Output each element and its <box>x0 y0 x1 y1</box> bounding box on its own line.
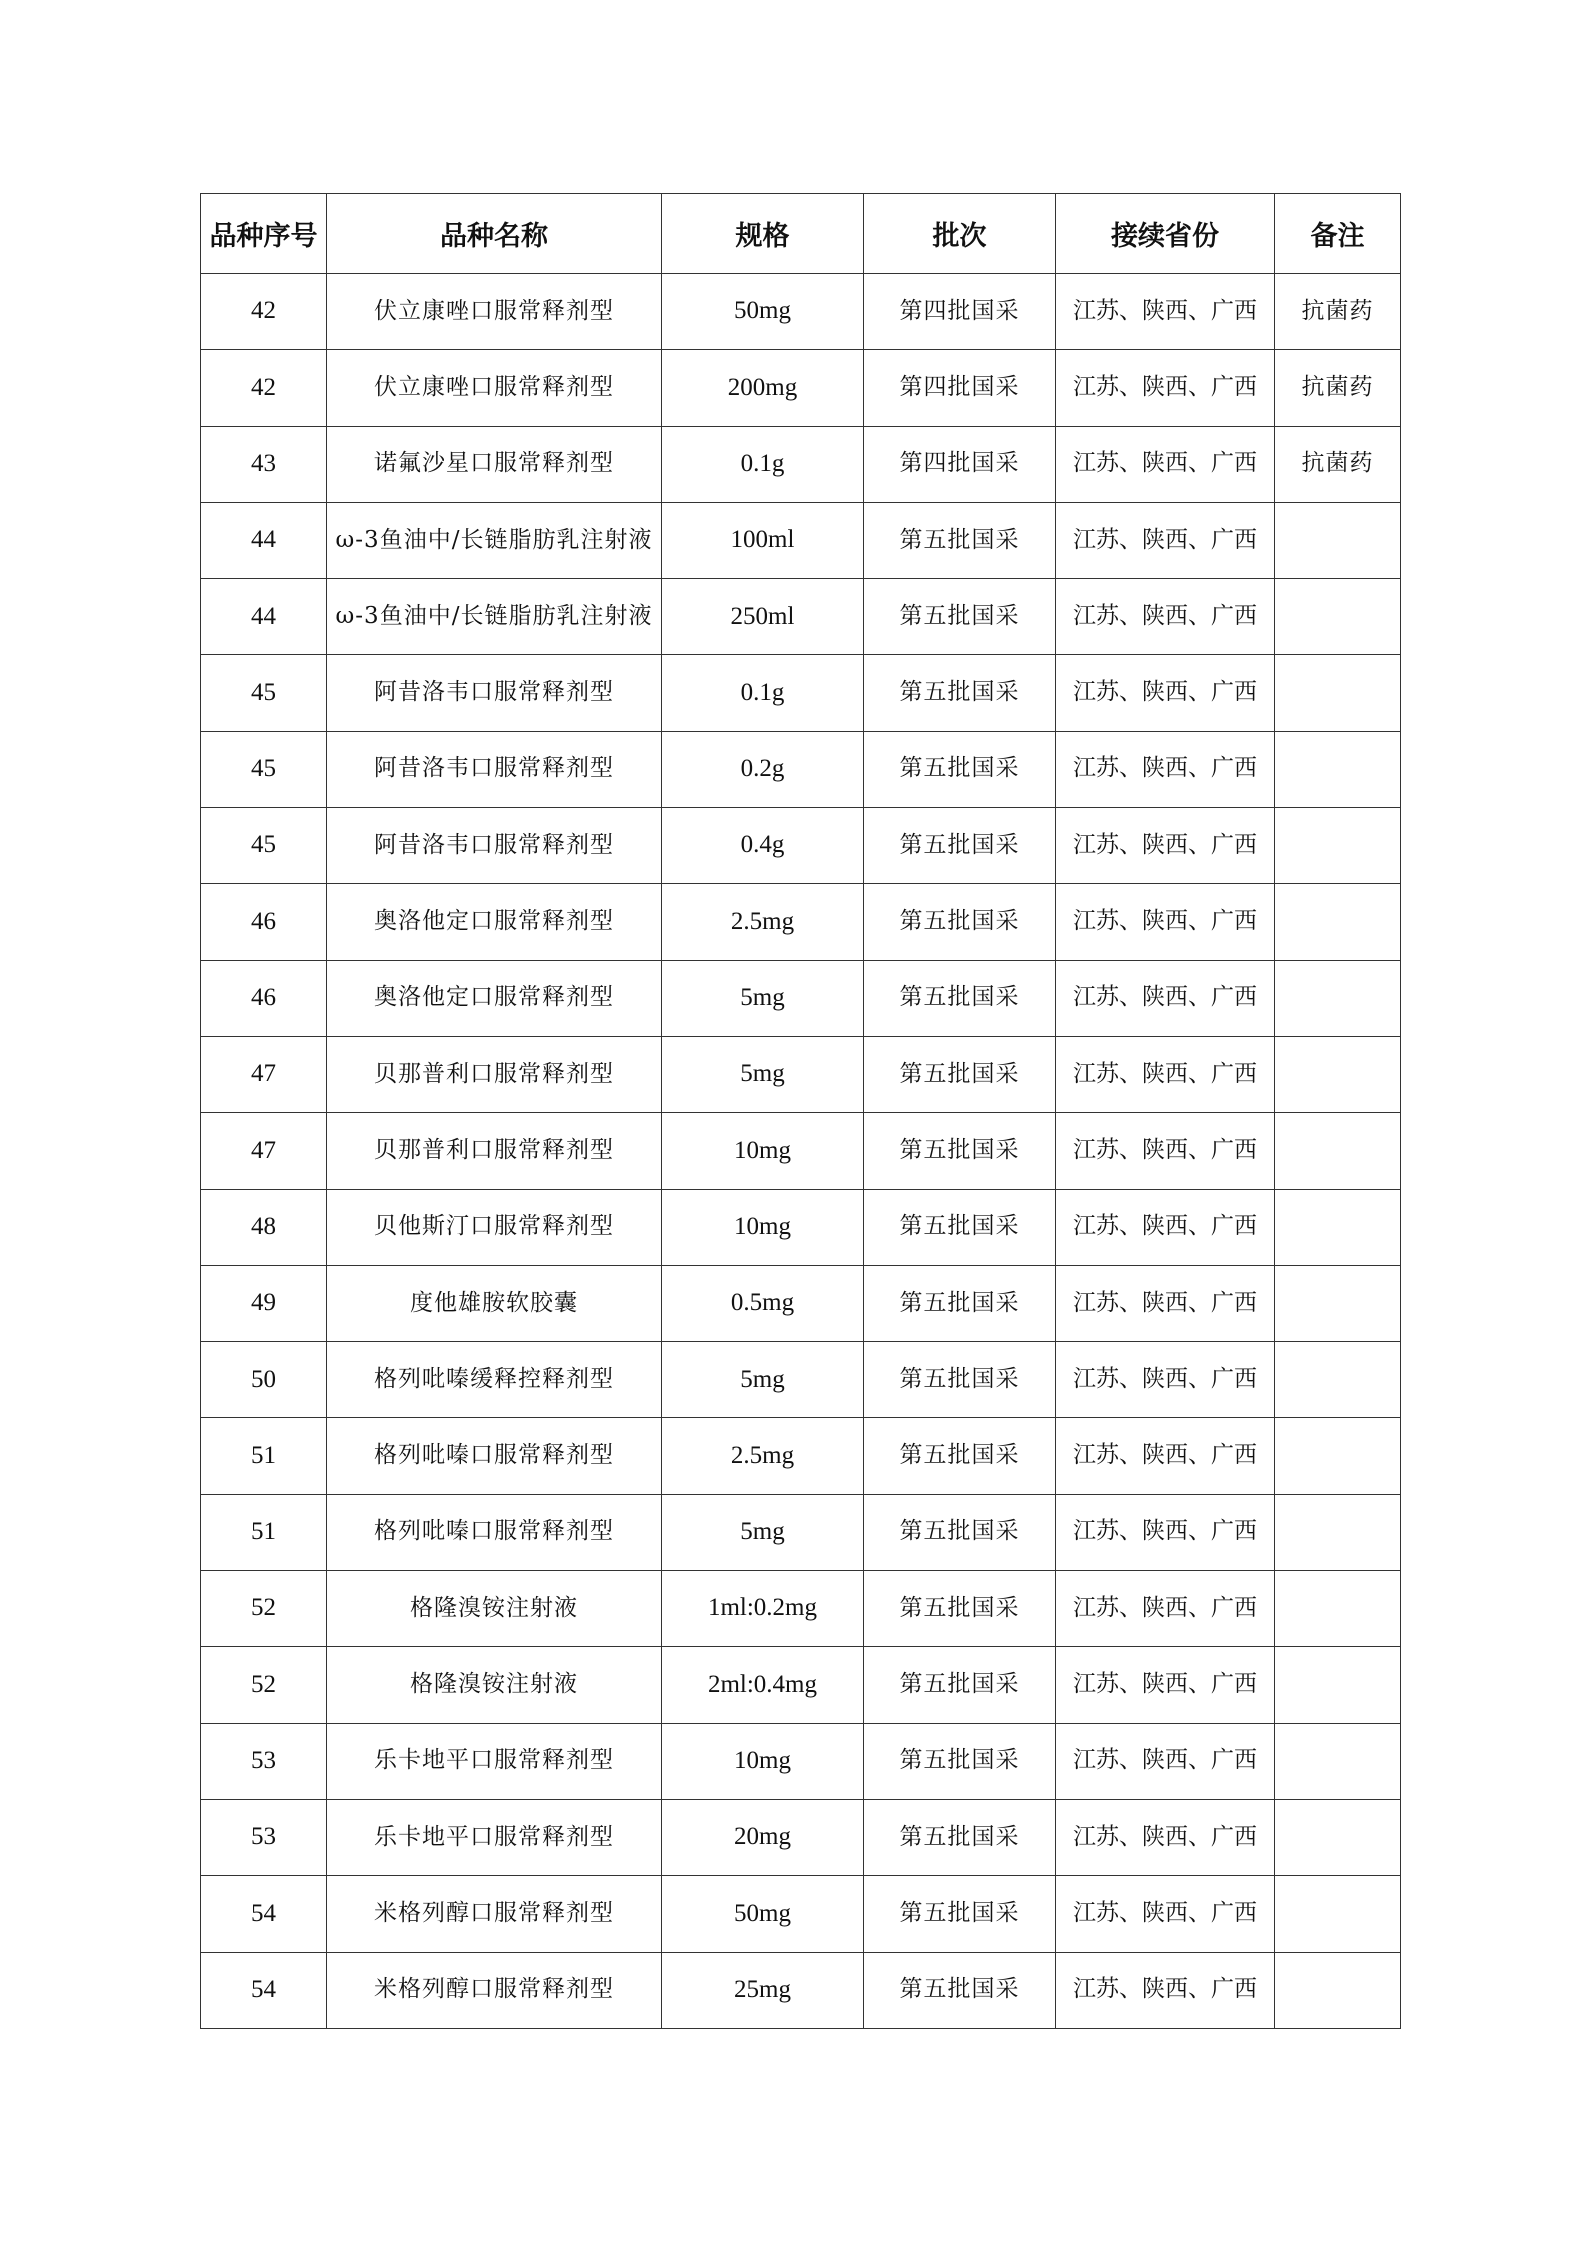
cell-name: 格隆溴铵注射液 <box>327 1647 662 1723</box>
cell-note <box>1275 808 1401 884</box>
cell-note <box>1275 1189 1401 1265</box>
cell-provinces: 江苏、陕西、广西 <box>1056 1342 1275 1418</box>
cell-spec: 100ml <box>662 502 864 578</box>
header-batch: 批次 <box>864 194 1056 274</box>
cell-provinces: 江苏、陕西、广西 <box>1056 1876 1275 1952</box>
cell-seq: 45 <box>201 655 327 731</box>
cell-spec: 0.1g <box>662 655 864 731</box>
cell-batch: 第五批国采 <box>864 731 1056 807</box>
cell-note <box>1275 1571 1401 1647</box>
table-row <box>201 1494 1401 1570</box>
cell-provinces: 江苏、陕西、广西 <box>1056 426 1275 502</box>
table-row <box>201 1723 1401 1799</box>
cell-seq: 53 <box>201 1799 327 1875</box>
cell-provinces: 江苏、陕西、广西 <box>1056 274 1275 350</box>
cell-note <box>1275 655 1401 731</box>
header-spec: 规格 <box>662 194 864 274</box>
header-note: 备注 <box>1275 194 1401 274</box>
cell-seq: 50 <box>201 1342 327 1418</box>
cell-seq: 48 <box>201 1189 327 1265</box>
cell-seq: 46 <box>201 960 327 1036</box>
cell-provinces: 江苏、陕西、广西 <box>1056 1571 1275 1647</box>
cell-name: 格隆溴铵注射液 <box>327 1571 662 1647</box>
cell-batch: 第五批国采 <box>864 884 1056 960</box>
cell-name: 阿昔洛韦口服常释剂型 <box>327 808 662 884</box>
table-body <box>201 274 1401 2029</box>
table-row <box>201 350 1401 426</box>
cell-spec: 2.5mg <box>662 884 864 960</box>
table-row <box>201 1876 1401 1952</box>
cell-batch: 第五批国采 <box>864 808 1056 884</box>
cell-provinces: 江苏、陕西、广西 <box>1056 502 1275 578</box>
cell-spec: 2ml:0.4mg <box>662 1647 864 1723</box>
header-provinces: 接续省份 <box>1056 194 1275 274</box>
cell-seq: 42 <box>201 350 327 426</box>
cell-name: 诺氟沙星口服常释剂型 <box>327 426 662 502</box>
table-row <box>201 1265 1401 1341</box>
cell-seq: 44 <box>201 579 327 655</box>
cell-seq: 47 <box>201 1113 327 1189</box>
cell-name: 贝那普利口服常释剂型 <box>327 1113 662 1189</box>
cell-batch: 第五批国采 <box>864 1189 1056 1265</box>
cell-note <box>1275 1342 1401 1418</box>
cell-batch: 第五批国采 <box>864 1342 1056 1418</box>
cell-spec: 0.2g <box>662 731 864 807</box>
cell-batch: 第五批国采 <box>864 1036 1056 1112</box>
cell-note: 抗菌药 <box>1275 274 1401 350</box>
table-header <box>201 194 1401 274</box>
cell-provinces: 江苏、陕西、广西 <box>1056 579 1275 655</box>
cell-seq: 43 <box>201 426 327 502</box>
cell-spec: 5mg <box>662 1036 864 1112</box>
cell-spec: 5mg <box>662 960 864 1036</box>
cell-name: 米格列醇口服常释剂型 <box>327 1952 662 2028</box>
cell-note <box>1275 1036 1401 1112</box>
cell-name: 伏立康唑口服常释剂型 <box>327 274 662 350</box>
cell-name: 乐卡地平口服常释剂型 <box>327 1799 662 1875</box>
cell-batch: 第五批国采 <box>864 1571 1056 1647</box>
cell-name: 伏立康唑口服常释剂型 <box>327 350 662 426</box>
cell-name: 阿昔洛韦口服常释剂型 <box>327 655 662 731</box>
cell-provinces: 江苏、陕西、广西 <box>1056 1799 1275 1875</box>
cell-name: 格列吡嗪口服常释剂型 <box>327 1494 662 1570</box>
cell-name: 贝他斯汀口服常释剂型 <box>327 1189 662 1265</box>
cell-provinces: 江苏、陕西、广西 <box>1056 1036 1275 1112</box>
cell-note <box>1275 1113 1401 1189</box>
drug-table-container <box>200 193 1401 2029</box>
cell-note <box>1275 731 1401 807</box>
cell-batch: 第五批国采 <box>864 1265 1056 1341</box>
cell-seq: 49 <box>201 1265 327 1341</box>
cell-batch: 第五批国采 <box>864 1647 1056 1723</box>
cell-seq: 45 <box>201 731 327 807</box>
cell-note <box>1275 1647 1401 1723</box>
table-row <box>201 1647 1401 1723</box>
table-row <box>201 960 1401 1036</box>
cell-provinces: 江苏、陕西、广西 <box>1056 655 1275 731</box>
cell-seq: 52 <box>201 1647 327 1723</box>
cell-seq: 51 <box>201 1418 327 1494</box>
cell-name: 米格列醇口服常释剂型 <box>327 1876 662 1952</box>
cell-name: 乐卡地平口服常释剂型 <box>327 1723 662 1799</box>
cell-spec: 20mg <box>662 1799 864 1875</box>
cell-provinces: 江苏、陕西、广西 <box>1056 350 1275 426</box>
cell-batch: 第五批国采 <box>864 579 1056 655</box>
cell-seq: 54 <box>201 1952 327 2028</box>
cell-note: 抗菌药 <box>1275 426 1401 502</box>
cell-provinces: 江苏、陕西、广西 <box>1056 960 1275 1036</box>
cell-name: 奥洛他定口服常释剂型 <box>327 960 662 1036</box>
cell-seq: 53 <box>201 1723 327 1799</box>
cell-seq: 52 <box>201 1571 327 1647</box>
cell-provinces: 江苏、陕西、广西 <box>1056 1494 1275 1570</box>
cell-spec: 10mg <box>662 1723 864 1799</box>
table-row <box>201 274 1401 350</box>
cell-spec: 2.5mg <box>662 1418 864 1494</box>
cell-name: ω-3鱼油中/长链脂肪乳注射液 <box>327 579 662 655</box>
cell-spec: 10mg <box>662 1189 864 1265</box>
cell-name: 格列吡嗪缓释控释剂型 <box>327 1342 662 1418</box>
cell-note <box>1275 579 1401 655</box>
table-row <box>201 655 1401 731</box>
table-row <box>201 1571 1401 1647</box>
cell-provinces: 江苏、陕西、广西 <box>1056 731 1275 807</box>
cell-seq: 46 <box>201 884 327 960</box>
cell-seq: 51 <box>201 1494 327 1570</box>
table-row <box>201 1036 1401 1112</box>
cell-provinces: 江苏、陕西、广西 <box>1056 1418 1275 1494</box>
cell-batch: 第五批国采 <box>864 1494 1056 1570</box>
header-row <box>201 194 1401 274</box>
cell-name: 度他雄胺软胶囊 <box>327 1265 662 1341</box>
cell-batch: 第五批国采 <box>864 1952 1056 2028</box>
cell-note <box>1275 1799 1401 1875</box>
cell-provinces: 江苏、陕西、广西 <box>1056 1952 1275 2028</box>
cell-provinces: 江苏、陕西、广西 <box>1056 1647 1275 1723</box>
cell-spec: 25mg <box>662 1952 864 2028</box>
cell-spec: 50mg <box>662 274 864 350</box>
header-name: 品种名称 <box>327 194 662 274</box>
cell-name: 阿昔洛韦口服常释剂型 <box>327 731 662 807</box>
cell-provinces: 江苏、陕西、广西 <box>1056 884 1275 960</box>
cell-note <box>1275 884 1401 960</box>
cell-batch: 第四批国采 <box>864 350 1056 426</box>
cell-spec: 0.5mg <box>662 1265 864 1341</box>
cell-batch: 第五批国采 <box>864 502 1056 578</box>
cell-spec: 200mg <box>662 350 864 426</box>
cell-note <box>1275 1418 1401 1494</box>
table-row <box>201 1189 1401 1265</box>
cell-name: 奥洛他定口服常释剂型 <box>327 884 662 960</box>
cell-note <box>1275 1952 1401 2028</box>
cell-batch: 第五批国采 <box>864 1876 1056 1952</box>
cell-spec: 5mg <box>662 1494 864 1570</box>
cell-spec: 1ml:0.2mg <box>662 1571 864 1647</box>
cell-batch: 第四批国采 <box>864 274 1056 350</box>
cell-note <box>1275 1723 1401 1799</box>
cell-name: 格列吡嗪口服常释剂型 <box>327 1418 662 1494</box>
table-row <box>201 426 1401 502</box>
drug-procurement-table <box>200 193 1401 2029</box>
table-row <box>201 1113 1401 1189</box>
cell-provinces: 江苏、陕西、广西 <box>1056 1723 1275 1799</box>
cell-batch: 第五批国采 <box>864 960 1056 1036</box>
table-row <box>201 1799 1401 1875</box>
cell-provinces: 江苏、陕西、广西 <box>1056 808 1275 884</box>
cell-name: 贝那普利口服常释剂型 <box>327 1036 662 1112</box>
cell-batch: 第五批国采 <box>864 655 1056 731</box>
cell-batch: 第五批国采 <box>864 1418 1056 1494</box>
cell-seq: 44 <box>201 502 327 578</box>
cell-provinces: 江苏、陕西、广西 <box>1056 1265 1275 1341</box>
cell-seq: 47 <box>201 1036 327 1112</box>
cell-spec: 5mg <box>662 1342 864 1418</box>
cell-note: 抗菌药 <box>1275 350 1401 426</box>
table-row <box>201 884 1401 960</box>
cell-provinces: 江苏、陕西、广西 <box>1056 1113 1275 1189</box>
cell-note <box>1275 502 1401 578</box>
cell-name: ω-3鱼油中/长链脂肪乳注射液 <box>327 502 662 578</box>
table-row <box>201 579 1401 655</box>
table-row <box>201 808 1401 884</box>
cell-seq: 45 <box>201 808 327 884</box>
header-seq: 品种序号 <box>201 194 327 274</box>
cell-spec: 50mg <box>662 1876 864 1952</box>
cell-note <box>1275 1265 1401 1341</box>
cell-spec: 10mg <box>662 1113 864 1189</box>
cell-provinces: 江苏、陕西、广西 <box>1056 1189 1275 1265</box>
table-row <box>201 731 1401 807</box>
cell-spec: 250ml <box>662 579 864 655</box>
cell-note <box>1275 1494 1401 1570</box>
table-row <box>201 502 1401 578</box>
cell-note <box>1275 1876 1401 1952</box>
cell-spec: 0.1g <box>662 426 864 502</box>
cell-batch: 第五批国采 <box>864 1113 1056 1189</box>
cell-seq: 54 <box>201 1876 327 1952</box>
cell-batch: 第五批国采 <box>864 1799 1056 1875</box>
cell-spec: 0.4g <box>662 808 864 884</box>
cell-batch: 第五批国采 <box>864 1723 1056 1799</box>
cell-batch: 第四批国采 <box>864 426 1056 502</box>
table-row <box>201 1342 1401 1418</box>
table-row <box>201 1418 1401 1494</box>
cell-note <box>1275 960 1401 1036</box>
table-row <box>201 1952 1401 2028</box>
cell-seq: 42 <box>201 274 327 350</box>
